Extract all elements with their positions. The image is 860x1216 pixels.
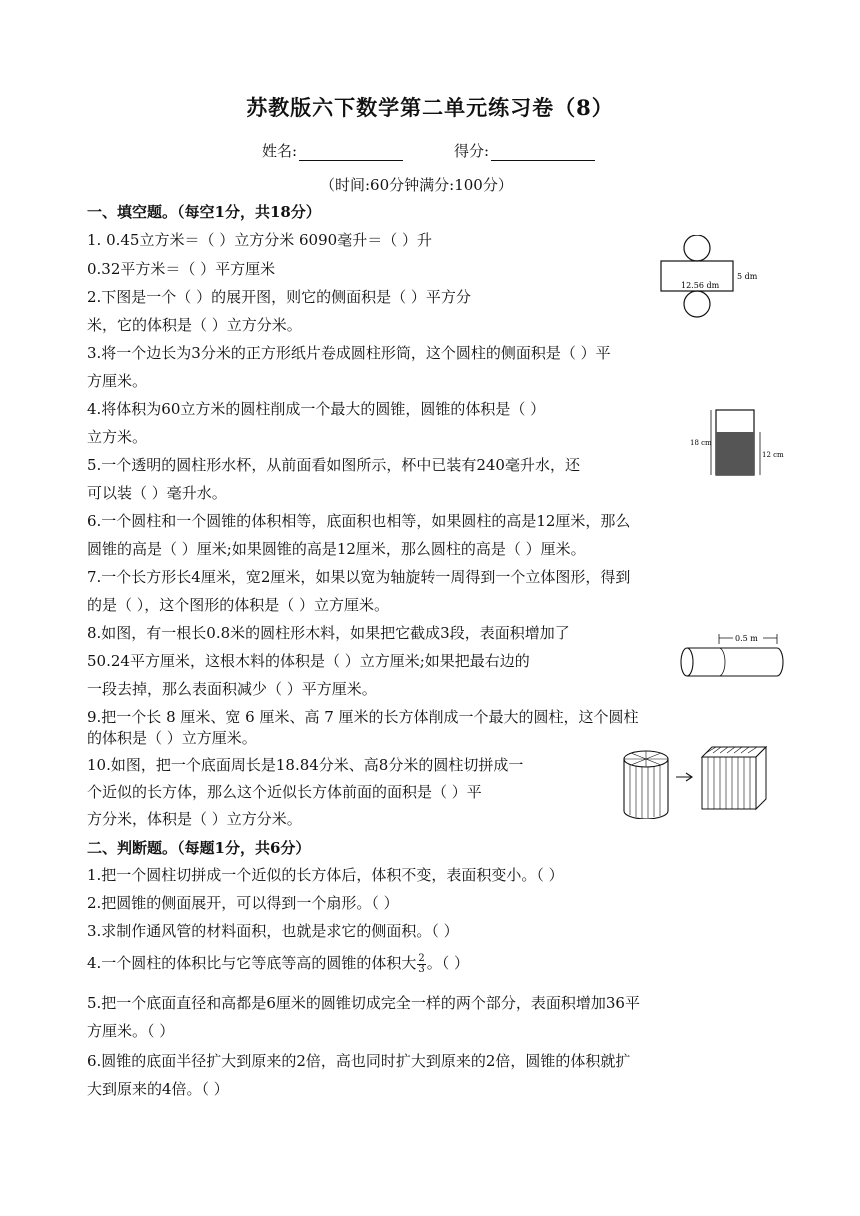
s1-line-15: 8.如图，有一根长0.8米的圆柱形木料，如果把它截成3段，表面积增加了 — [87, 624, 570, 642]
s2-q6-line-2: 大到原来的4倍。（ ） — [87, 1080, 229, 1098]
score-field — [454, 140, 595, 161]
s1-line-2: 0.32平方米＝（ ）平方厘米 — [87, 260, 276, 278]
s1-line-16: 50.24平方厘米，这根木料的体积是（ ）立方厘米;如果把最右边的 — [87, 652, 530, 670]
s1-line-20: 10.如图，把一个底面周长是18.84分米、高8分米的圆柱切拼成一 — [87, 756, 524, 774]
score-blank — [491, 146, 595, 161]
s1-line-10: 可以装（ ）毫升水。 — [87, 484, 227, 502]
s1-line-11: 6.一个圆柱和一个圆锥的体积相等，底面积也相等，如果圆柱的高是12厘米，那么 — [87, 512, 631, 530]
log-figure — [675, 632, 787, 680]
water-cup-figure — [690, 408, 792, 480]
cup-water — [716, 432, 754, 475]
cylinder-bottom-arc — [624, 811, 668, 819]
s1-line-19: 的体积是（ ）立方厘米。 — [87, 729, 257, 747]
net-height-label: 5 dm — [737, 272, 758, 281]
s1-line-6: 方厘米。 — [87, 372, 148, 390]
net-top-circle — [684, 235, 710, 261]
s1-line-22: 方分米，体积是（ ）立方分米。 — [87, 810, 302, 828]
s2-q5-line-1: 5.把一个底面直径和高都是6厘米的圆锥切成完全一样的两个部分，表面积增加36平 — [87, 994, 640, 1012]
page-title: 苏教版六下数学第二单元练习卷（8） — [246, 95, 614, 120]
s1-line-9: 5.一个透明的圆柱形水杯，从前面看如图所示，杯中已装有240毫升水，还 — [87, 456, 580, 474]
cuboid-top — [702, 747, 766, 757]
cylinder-slices — [630, 765, 660, 818]
log-segment-label: 0.5 m — [735, 634, 758, 643]
log-left-end — [681, 648, 693, 676]
s2-q4-tail: 。（ ） — [426, 954, 469, 972]
arrow-icon — [676, 773, 692, 781]
s1-line-7: 4.将体积为60立方米的圆柱削成一个最大的圆锥，圆锥的体积是（ ） — [87, 400, 546, 418]
section1-heading: 一、填空题。（每空1分，共18分） — [87, 203, 321, 221]
time-info: （时间:60分钟满分:100分） — [320, 176, 513, 194]
name-label: 姓名: — [262, 142, 298, 160]
fraction-denominator: 3 — [418, 963, 425, 975]
section2-heading: 二、判断题。（每题1分，共6分） — [87, 839, 311, 857]
s1-line-8: 立方米。 — [87, 428, 148, 446]
s2-q3: 3.求制作通风管的材料面积，也就是求它的侧面积。（ ） — [87, 922, 459, 940]
s1-line-14: 的是（ ），这个图形的体积是（ ）立方厘米。 — [87, 596, 390, 614]
score-label: 得分: — [454, 142, 490, 160]
s2-q6-line-1: 6.圆锥的底面半径扩大到原来的2倍，高也同时扩大到原来的2倍，圆锥的体积就扩 — [87, 1052, 631, 1070]
cup-water-label: 12 cm — [762, 451, 784, 459]
fraction — [417, 954, 425, 975]
s1-line-21: 个近似的长方体，那么这个近似长方体前面的面积是（ ）平 — [87, 783, 482, 801]
s1-line-1: 1. 0.45立方米＝（ ）立方分米 6090毫升＝（ ）升 — [87, 231, 432, 249]
s1-line-5: 3.将一个边长为3分米的正方形纸片卷成圆柱形筒，这个圆柱的侧面积是（ ）平 — [87, 344, 611, 362]
s1-line-17: 一段去掉，那么表面积减少（ ）平方厘米。 — [87, 680, 377, 698]
cylinder-net-figure — [655, 235, 775, 321]
cuboid-side — [756, 747, 766, 809]
s2-q5-line-2: 方厘米。（ ） — [87, 1022, 175, 1040]
s2-q1: 1.把一个圆柱切拼成一个近似的长方体后，体积不变，表面积变小。（ ） — [87, 866, 564, 884]
s2-q2: 2.把圆锥的侧面展开，可以得到一个扇形。（ ） — [87, 894, 399, 912]
s1-line-18: 9.把一个长 8 厘米、宽 6 厘米、高 7 厘米的长方体削成一个最大的圆柱，这个圆柱 — [87, 708, 639, 726]
name-field — [262, 140, 403, 161]
s1-line-4: 米，它的体积是（ ）立方分米。 — [87, 316, 302, 334]
s2-q4-text: 4.一个圆柱的体积比与它等底等高的圆锥的体积大 — [87, 954, 417, 972]
name-blank — [299, 146, 403, 161]
log-right-end — [777, 648, 783, 676]
s1-line-3: 2.下图是一个（ ）的展开图，则它的侧面积是（ ）平方分 — [87, 288, 471, 306]
cuboid-front — [702, 757, 756, 809]
fraction-numerator: 2 — [418, 952, 425, 964]
s1-line-12: 圆锥的高是（ ）厘米;如果圆锥的高是12厘米，那么圆柱的高是（ ）厘米。 — [87, 540, 586, 558]
s2-q4 — [87, 952, 469, 975]
cylinder-to-cuboid-figure — [620, 743, 780, 819]
cup-total-label: 18 cm — [690, 439, 712, 447]
log-cut-line — [719, 648, 725, 676]
net-length-label: 12.56 dm — [681, 281, 720, 290]
s1-line-13: 7.一个长方形长4厘米，宽2厘米，如果以宽为轴旋转一周得到一个立体图形，得到 — [87, 568, 631, 586]
net-bottom-circle — [684, 291, 710, 317]
